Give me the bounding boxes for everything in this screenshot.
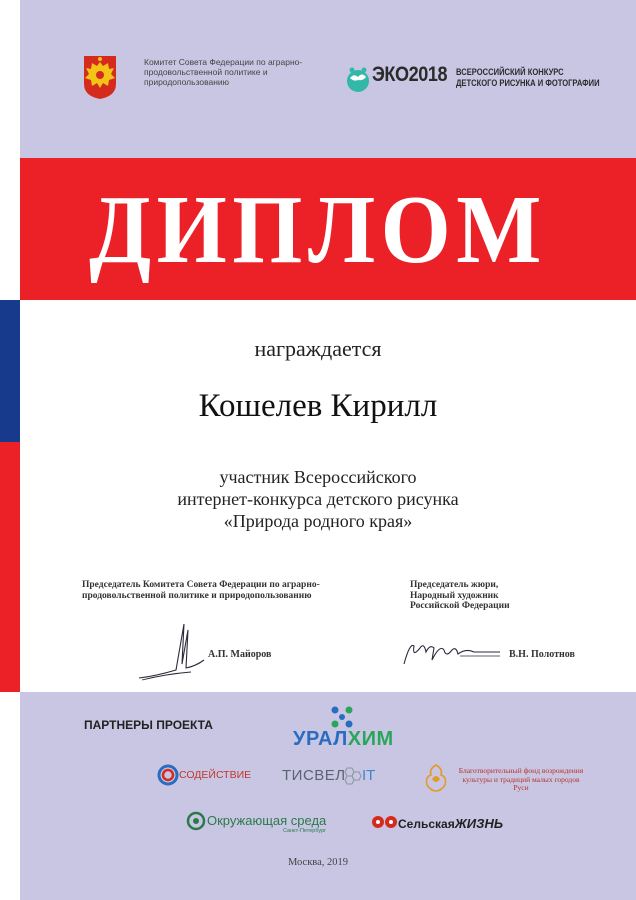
partners-heading: ПАРТНЕРЫ ПРОЕКТА (84, 718, 213, 732)
uralchem-logo-icon (330, 705, 354, 729)
rural-life-logo-icon (371, 815, 399, 829)
committee-name: Комитет Совета Федерации по аграрно-продовольственной политике и природопользованию (144, 57, 303, 87)
fund-logo-text: Благотворительный фонд возрождения культуры и традиций малых городов Руси (458, 766, 584, 792)
rural-life-text-b: ЖИЗНЬ (454, 816, 504, 831)
sodeystvie-logo-text: СОДЕЙСТВИЕ (179, 769, 252, 781)
environment-logo-icon (186, 811, 206, 831)
eko-globe-icon (343, 66, 373, 94)
diploma-title: ДИПЛОМ (89, 176, 547, 284)
signature-left-icon (136, 620, 206, 682)
left-margin-top (0, 0, 20, 158)
signatory-left-title: Председатель Комитета Совета Федерации по аграрно-продовольственной политике и природопользованию (82, 580, 320, 601)
description-line: интернет-конкурса детского рисунка (177, 489, 459, 509)
place-and-date: Москва, 2019 (287, 857, 349, 868)
signatory-right-title-line: Российской Федерации (410, 601, 510, 611)
sodeystvie-logo-icon (157, 764, 179, 786)
contest-name: ЭКО2018 (372, 63, 448, 86)
uralchem-text-b: ХИМ (347, 728, 394, 750)
description-line: участник Всероссийского (219, 467, 417, 487)
rural-life-logo-text (398, 816, 503, 831)
recipient-name: Кошелев Кирилл (198, 388, 438, 424)
contest-subtitle (456, 67, 600, 89)
environment-city-text: Санкт-Петербург (283, 828, 327, 834)
signatory-right-title (410, 580, 610, 612)
tisvel-hexagon-icon (341, 766, 363, 786)
signatory-right-name: В.Н. Полотнов (509, 649, 575, 660)
contest-subtitle-line2: ДЕТСКОГО РИСУНКА И ФОТОГРАФИИ (456, 78, 600, 89)
rural-life-text-a: Сельская (398, 817, 455, 831)
awarded-text: награждается (254, 336, 382, 361)
signatory-left-name: А.П. Майоров (208, 649, 272, 660)
fund-logo-icon (423, 763, 449, 793)
signatory-right-title-line: Народный художник (410, 590, 499, 601)
uralchem-text-a: УРАЛ (293, 728, 348, 750)
uralchem-logo-text (293, 728, 394, 751)
russian-coat-of-arms-icon (82, 54, 118, 100)
description-line: «Природа родного края» (223, 511, 413, 531)
tisvel-logo-text: ТИСВЕЛ (282, 767, 346, 784)
contest-subtitle-line1: ВСЕРОССИЙСКИЙ КОНКУРС (456, 67, 564, 78)
flag-stripe-white (0, 158, 20, 300)
signatory-right-title-line: Председатель жюри, (410, 580, 499, 590)
environment-logo-text: Окружающая среда (207, 813, 327, 828)
left-margin-bottom (0, 692, 20, 900)
signature-right-icon (400, 638, 504, 668)
tisvel-it-text: IT (362, 767, 376, 784)
